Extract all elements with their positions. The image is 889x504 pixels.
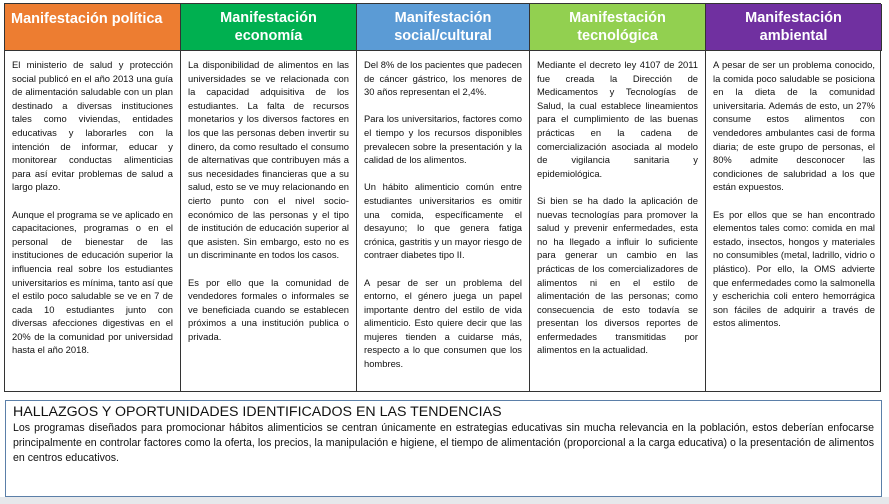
paragraph: El ministerio de salud y protección social publicó en el año 2013 una guía de alimentación saludable con un plan destinado a diversas instituciones tales como viviendas, entidades educativas y laborarles con la intención de informar, educar y monitorear conductas alimenticias para así evitar problemas de salud a largo plazo. — [12, 59, 173, 193]
cell-economia — [181, 51, 357, 391]
trends-table — [4, 3, 881, 392]
cell-tecnologica — [530, 51, 706, 391]
paragraph: La disponibilidad de alimentos en las universidades se ve relacionada con la capacidad adquisitiva de los estudiantes. La falta de recursos monetarios y los diversos factores en los que las personas deben invertir su dinero, da como resultado el consumo de alternativas que contribuyen más a sus necesidades financieras que a su salud, esto se ve muy relacionando en cierto punto con el nivel socio-económico de las personas y el tipo de institución de educación superior al que asisten. Sin embargo, esto no es un discriminante en todos los casos. — [188, 59, 349, 261]
findings-body: Los programas diseñados para promocionar hábitos alimenticios se centran únicamente en estrategias educativas sin mucha relevancia en la población, estos deberían enfocarse principalmente en controlar factores como la oferta, los precios, la manipulación e higiene, el tiempo de alimentación (proporcional a la carga educativa) o la presentación de alimentos en centros educativos. — [13, 422, 874, 464]
cell-ambiental — [706, 51, 882, 391]
paragraph: Para los universitarios, factores como el tiempo y los recursos disponibles prevalecen sobre la presentación y la calidad de los alimentos. — [364, 113, 522, 166]
paragraph: Del 8% de los pacientes que padecen de cáncer gástrico, los menores de 30 años representan el 2,4%. — [364, 59, 522, 98]
header-social-cultural: Manifestación social/cultural — [357, 4, 530, 51]
bottom-strip — [0, 497, 889, 504]
paragraph: Mediante el decreto ley 4107 de 2011 fue creada la Dirección de Medicamentos y Tecnologías de Salud, la cual establece lineamientos para el cumplimiento de las buenas prácticas en la cadena de comercialización asociada al modelo de vigilancia sanitaria y epidemiológica. — [537, 59, 698, 179]
cell-politica — [5, 51, 181, 391]
findings-box — [5, 400, 882, 497]
paragraph: Aunque el programa se ve aplicado en capacitaciones, programas o en el personal de bienestar de las instituciones de educación superior la influencia real sobre los estudiantes universitarios es mínima, tanto así que el estilo poco saludable se ve en 7 de cada 10 estudiantes junto con diversas afecciones digestivas en el 20% de la comunidad por universidad hasta el año 2018. — [12, 208, 173, 356]
paragraph: Si bien se ha dado la aplicación de nuevas tecnologías para promover la salud y prevenir enfermedades, esta no ha llegado a influir lo suficiente para generar un cambio en las prácticas de los comercializadores de alimentos ni en el estilo de alimentación de las personas; como consecuencia de esto todavía se presentan los diversos reportes de enfermedades transmitidas por alimentos en la actualidad. — [537, 194, 698, 356]
paragraph: Un hábito alimenticio común entre estudiantes universitarios es omitir una comida, específicamente el desayuno; lo que genera fatiga crónica, gastritis y un mayor riesgo de contraer diabetes tipo II. — [364, 181, 522, 261]
header-politica: Manifestación política — [5, 4, 181, 51]
paragraph: Es por ello que la comunidad de vendedores formales o informales se ve beneficiada cuando se establecen próximos a una institución publica o privada. — [188, 276, 349, 342]
header-ambiental: Manifestación ambiental — [706, 4, 882, 51]
paragraph: A pesar de ser un problema del entorno, el género juega un papel importante dentro del estilo de vida alimenticio. Esto quiere decir que las mujeres tienden a cuidarse más, respecto a lo que consumen que los hombres. — [364, 276, 522, 370]
cell-social-cultural — [357, 51, 530, 391]
findings-title: HALLAZGOS Y OPORTUNIDADES IDENTIFICADOS EN LAS TENDENCIAS — [13, 404, 502, 420]
header-economia: Manifestación economía — [181, 4, 357, 51]
paragraph: A pesar de ser un problema conocido, la comida poco saludable se posiciona en la dieta de la comunidad universitaria. Además de esto, un 27% consume estos alimentos con vendedores ambulantes casi de forma diaria; de este grupo de personas, el 80% admite desconocer las condiciones de salubridad a los que están expuestos. — [713, 59, 875, 193]
paragraph: Es por ellos que se han encontrado elementos tales como: comida en mal estado, insectos, hongos y materiales no consumibles (metal, ladrillo, vidrio o plástico). Por ello, la OMS advierte que enfermedades como la salmonella y escherichia coli entero hemorrágica son fáciles de adquirir a través de estos alimentos. — [713, 208, 875, 329]
header-tecnologica: Manifestación tecnológica — [530, 4, 706, 51]
